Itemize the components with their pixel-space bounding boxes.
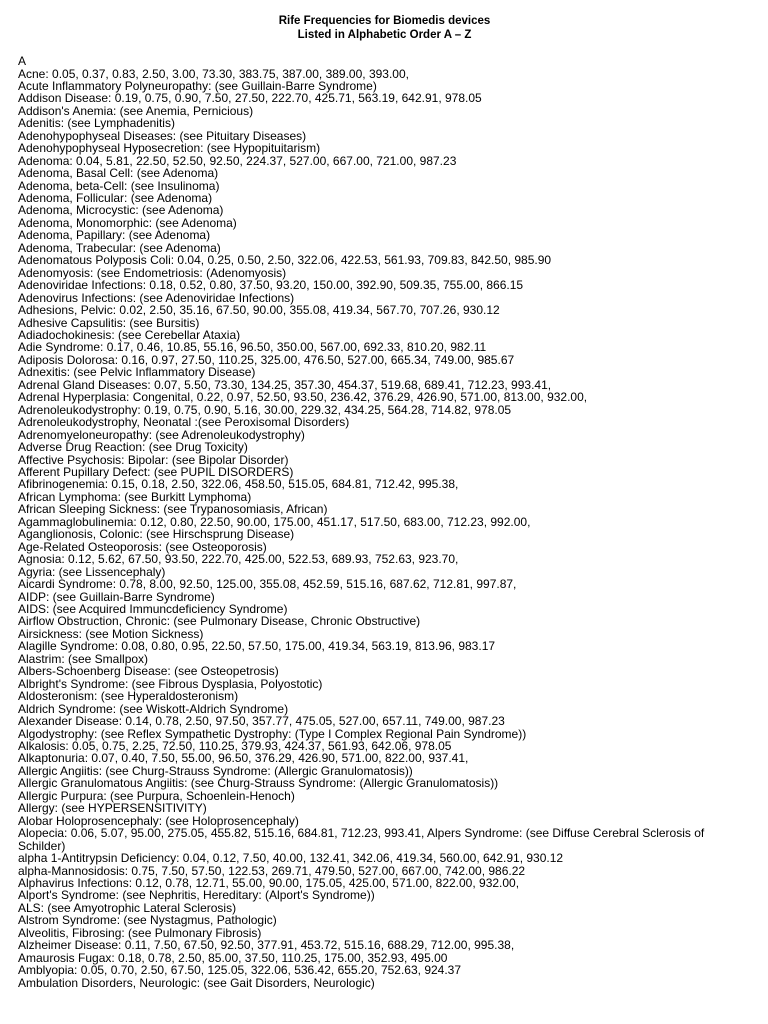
list-item: ALS: (see Amyotrophic Lateral Sclerosis) xyxy=(18,900,237,915)
list-item: Alport's Syndrome: (see Nephritis, Hereditary: (Alport's Syndrome)) xyxy=(18,888,375,903)
list-item: Adenohypophyseal Diseases: (see Pituitary Diseases) xyxy=(18,128,307,143)
list-item: Age-Related Osteoporosis: (see Osteoporosis) xyxy=(18,539,267,554)
list-item: Adenoma: 0.04, 5.81, 22.50, 52.50, 92.50, 224.37, 527.00, 667.00, 721.00, 987.23 xyxy=(18,153,457,168)
list-item: Adenoma, Papillary: (see Adenoma) xyxy=(18,228,211,243)
list-item: Acne: 0.05, 0.37, 0.83, 2.50, 3.00, 73.30, 383.75, 387.00, 389.00, 393.00, xyxy=(18,66,409,81)
list-item: Adenoviridae Infections: 0.18, 0.52, 0.80, 37.50, 93.20, 150.00, 392.90, 509.35, 755.00, 866.15 xyxy=(18,278,524,293)
list-item: Alagille Syndrome: 0.08, 0.80, 0.95, 22.50, 57.50, 175.00, 419.34, 563.19, 813.96, 983.17 xyxy=(18,639,496,654)
list-item: Adrenoleukodystrophy: 0.19, 0.75, 0.90, 5.16, 30.00, 229.32, 434.25, 564.28, 714.82, 978.05 xyxy=(18,402,512,417)
list-item: Amblyopia: 0.05, 0.70, 2.50, 67.50, 125.05, 322.06, 536.42, 655.20, 752.63, 924.37 xyxy=(18,963,462,978)
letter-heading: A xyxy=(18,54,27,68)
list-item: Adenoma, Basal Cell: (see Adenoma) xyxy=(18,166,219,181)
list-item: Adverse Drug Reaction: (see Drug Toxicity) xyxy=(18,440,248,455)
list-item: Ambulation Disorders, Neurologic: (see Gait Disorders, Neurologic) xyxy=(18,975,375,990)
list-item: Adnexitis: (see Pelvic Inflammatory Disease) xyxy=(18,365,256,380)
list-item: Adenomatous Polyposis Coli: 0.04, 0.25, 0.50, 2.50, 322.06, 422.53, 561.93, 709.83, 842.50, 985.90 xyxy=(18,253,552,268)
list-item: Alkaptonuria: 0.07, 0.40, 7.50, 55.00, 96.50, 376.29, 426.90, 571.00, 822.00, 937.41, xyxy=(18,751,469,766)
list-item: Airsickness: (see Motion Sickness) xyxy=(18,626,204,641)
list-item: African Lymphoma: (see Burkitt Lymphoma) xyxy=(18,489,252,504)
list-item: Adenomyosis: (see Endometriosis: (Adenomyosis) xyxy=(18,265,287,280)
list-item: Adrenal Hyperplasia: Congenital, 0.22, 0.97, 52.50, 93.50, 236.42, 376.29, 426.90, 571.00, 813.00, 932.00, xyxy=(18,390,588,405)
list-item: Alveolitis, Fibrosing: (see Pulmonary Fibrosis) xyxy=(18,925,262,940)
list-item: Allergic Angiitis: (see Churg-Strauss Syndrome: (Allergic Granulomatosis)) xyxy=(18,763,413,778)
list-item: alpha-Mannosidosis: 0.75, 7.50, 57.50, 122.53, 269.71, 479.50, 527.00, 667.00, 742.00, 986.22 xyxy=(18,863,526,878)
list-item: Adenoma, beta-Cell: (see Insulinoma) xyxy=(18,178,220,193)
list-item: Alastrim: (see Smallpox) xyxy=(18,651,149,666)
list-item: Adrenal Gland Diseases: 0.07, 5.50, 73.30, 134.25, 357.30, 454.37, 519.68, 689.41, 712.23, 993.41, xyxy=(18,377,552,392)
list-item: Affective Psychosis: Bipolar: (see Bipolar Disorder) xyxy=(18,452,289,467)
list-item: African Sleeping Sickness: (see Trypanosomiasis, African) xyxy=(18,502,328,517)
list-item: Alphavirus Infections: 0.12, 0.78, 12.71, 55.00, 90.00, 175.05, 425.00, 571.00, 822.00, 932.00, xyxy=(18,875,520,890)
list-item: Alobar Holoprosencephaly: (see Holoprosencephaly) xyxy=(18,813,299,828)
entry-list xyxy=(18,68,740,990)
list-item: AIDP: (see Guillain-Barre Syndrome) xyxy=(18,589,215,604)
list-item: Adenoma, Follicular: (see Adenoma) xyxy=(18,191,213,206)
list-item: Adiadochokinesis: (see Cerebellar Ataxia) xyxy=(18,328,241,343)
list-item: Adenoma, Microcystic: (see Adenoma) xyxy=(18,203,224,218)
list-item: Aldrich Syndrome: (see Wiskott-Aldrich Syndrome) xyxy=(18,701,289,716)
list-item: Adenoma, Trabecular: (see Adenoma) xyxy=(18,240,221,255)
list-item: Agammaglobulinemia: 0.12, 0.80, 22.50, 90.00, 175.00, 451.17, 517.50, 683.00, 712.23, 992.00, xyxy=(18,514,531,529)
list-item: Addison Disease: 0.19, 0.75, 0.90, 7.50, 27.50, 222.70, 425.71, 563.19, 642.91, 978.05 xyxy=(18,91,482,106)
list-item: Adiposis Dolorosa: 0.16, 0.97, 27.50, 110.25, 325.00, 476.50, 527.00, 665.34, 749.00, 985.67 xyxy=(18,352,515,367)
list-item: Albright's Syndrome: (see Fibrous Dysplasia, Polyostotic) xyxy=(18,676,323,691)
list-item: Agnosia: 0.12, 5.62, 67.50, 93.50, 222.70, 425.00, 522.53, 689.93, 752.63, 923.70, xyxy=(18,552,459,567)
document-title: Rife Frequencies for Biomedis devices xyxy=(278,15,491,27)
list-item: Adenitis: (see Lymphadenitis) xyxy=(18,116,175,131)
list-item: Adenohypophyseal Hyposecretion: (see Hypopituitarism) xyxy=(18,141,321,156)
document-subtitle: Listed in Alphabetic Order A – Z xyxy=(297,29,472,41)
list-item: Amaurosis Fugax: 0.18, 0.78, 2.50, 85.00, 37.50, 110.25, 175.00, 352.93, 495.00 xyxy=(18,950,448,965)
list-item: Allergic Granulomatous Angiitis: (see Churg-Strauss Syndrome: (Allergic Granulomatosis)) xyxy=(18,776,499,791)
list-item: Agyria: (see Lissencephaly) xyxy=(18,564,166,579)
list-item: Alopecia: 0.06, 5.07, 95.00, 275.05, 455.82, 515.16, 684.81, 712.23, 993.41, Alpers Syndrome: (see Diffuse Cerebral Sclerosis of Schilder) xyxy=(18,826,705,853)
list-item: Adrenoleukodystrophy, Neonatal :(see Peroxisomal Disorders) xyxy=(18,415,350,430)
list-item: Alzheimer Disease: 0.11, 7.50, 67.50, 92.50, 377.91, 453.72, 515.16, 688.29, 712.00, 995.38, xyxy=(18,938,515,953)
list-item: Aganglionosis, Colonic: (see Hirschsprung Disease) xyxy=(18,527,295,542)
list-item: Adenovirus Infections: (see Adenoviridae Infections) xyxy=(18,290,295,305)
list-item: Alstrom Syndrome: (see Nystagmus, Pathologic) xyxy=(18,913,277,928)
list-item: Aicardi Syndrome: 0.78, 8.00, 92.50, 125.00, 355.08, 452.59, 515.16, 687.62, 712.81, 997.87, xyxy=(18,577,517,592)
list-item: Algodystrophy: (see Reflex Sympathetic Dystrophy: (Type I Complex Regional Pain Syndrome)) xyxy=(18,726,527,741)
list-item: Acute Inflammatory Polyneuropathy: (see Guillain-Barre Syndrome) xyxy=(18,78,377,93)
list-item: Adenoma, Monomorphic: (see Adenoma) xyxy=(18,215,237,230)
list-item: Adie Syndrome: 0.17, 0.46, 10.85, 55.16, 96.50, 350.00, 567.00, 692.33, 810.20, 982.11 xyxy=(18,340,487,355)
list-item: Afibrinogenemia: 0.15, 0.18, 2.50, 322.06, 458.50, 515.05, 684.81, 712.42, 995.38, xyxy=(18,477,459,492)
list-item: Allergic Purpura: (see Purpura, Schoenlein-Henoch) xyxy=(18,788,295,803)
list-item: Aldosteronism: (see Hyperaldosteronism) xyxy=(18,689,239,704)
list-item: Airflow Obstruction, Chronic: (see Pulmonary Disease, Chronic Obstructive) xyxy=(18,614,421,629)
title-block xyxy=(0,14,768,42)
list-item: Alexander Disease: 0.14, 0.78, 2.50, 97.50, 357.77, 475.05, 527.00, 657.11, 749.00, 987.23 xyxy=(18,714,505,729)
list-item: alpha 1-Antitrypsin Deficiency: 0.04, 0.12, 7.50, 40.00, 132.41, 342.06, 419.34, 560.00, 642.91, 930.12 xyxy=(18,851,564,866)
list-item: AIDS: (see Acquired Immuncdeficiency Syndrome) xyxy=(18,601,288,616)
list-item: Allergy: (see HYPERSENSITIVITY) xyxy=(18,801,207,816)
list-item: Adhesions, Pelvic: 0.02, 2.50, 35.16, 67.50, 90.00, 355.08, 419.34, 567.70, 707.26, 930.12 xyxy=(18,303,500,318)
list-item: Alkalosis: 0.05, 0.75, 2.25, 72.50, 110.25, 379.93, 424.37, 561.93, 642.06, 978.05 xyxy=(18,738,452,753)
list-item: Addison's Anemia: (see Anemia, Pernicious) xyxy=(18,103,254,118)
list-item: Adrenomyeloneuropathy: (see Adrenoleukodystrophy) xyxy=(18,427,305,442)
list-item: Afferent Pupillary Defect: (see PUPIL DISORDERS) xyxy=(18,465,294,479)
list-item: Adhesive Capsulitis: (see Bursitis) xyxy=(18,315,200,330)
list-item: Albers-Schoenberg Disease: (see Osteopetrosis) xyxy=(18,664,279,679)
